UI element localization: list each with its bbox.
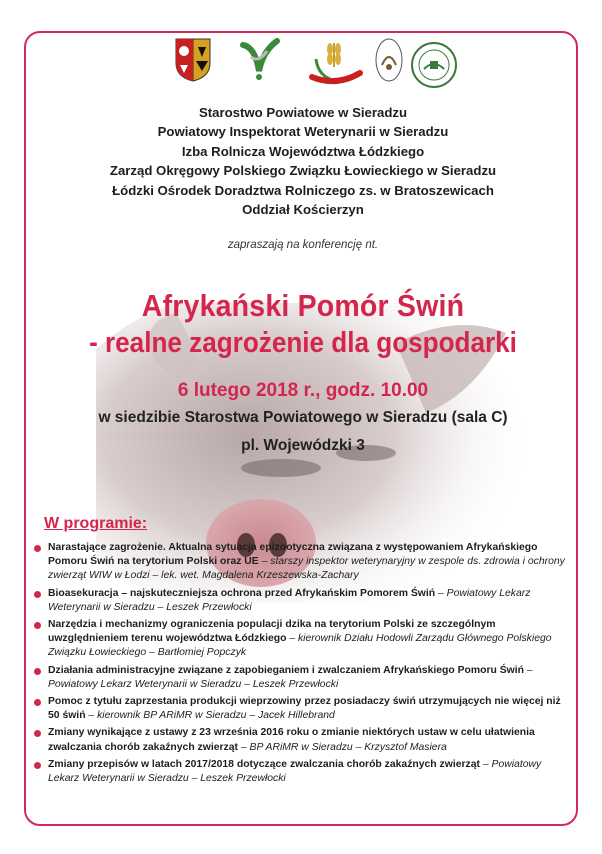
organizers-list xyxy=(26,103,578,219)
event-date: 6 lutego 2018 r., godz. 10.00 xyxy=(177,380,429,401)
program-item xyxy=(32,758,572,786)
program-list xyxy=(32,541,572,789)
poster-frame xyxy=(24,31,578,826)
program-item-speaker: – Powiatowy Lekarz Weterynarii w Sieradzu – Leszek Przewłocki xyxy=(48,587,531,613)
program-item-speaker: – Powiatowy Lekarz Weterynarii w Sieradzu – Leszek Przewłocki xyxy=(48,758,542,785)
invitation-text: zapraszają na konferencję nt. xyxy=(227,239,379,251)
bullet-icon xyxy=(34,591,41,598)
event-title: Afrykański Pomór Świń xyxy=(141,288,465,323)
event-subtitle: - realne zagrożenie dla gospodarki xyxy=(89,327,517,359)
logo-bar xyxy=(26,35,578,107)
program-item-topic: Zmiany przepisów w latach 2017/2018 dotyczące zwalczania chorób zakaźnych zwierząt xyxy=(48,758,480,770)
program-item-topic: Pomoc z tytułu zaprzestania produkcji wieprzowiny przez posiadaczy świń utrzymujących nie więcej niż 50 świń xyxy=(48,696,561,722)
organizer-line: Zarząd Okręgowy Polskiego Związku Łowieckiego w Sieradzu xyxy=(109,163,497,179)
bullet-icon xyxy=(34,545,41,552)
program-item-speaker: – kierownik BP ARiMR w Sieradzu – Jacek Hillebrand xyxy=(85,710,335,722)
program-item-speaker: – Powiatowy Lekarz Weterynarii w Sieradzu – Leszek Przewłocki xyxy=(48,664,533,690)
bullet-icon xyxy=(34,730,41,737)
bullet-icon xyxy=(34,699,41,706)
program-item-speaker: – starszy inspektor weterynaryjny w zespole ds. zdrowia i ochrony zwierząt WIW w Łodzi – lek. wet. Magdalena Krzeszewska-Zachary xyxy=(48,556,565,582)
program-item xyxy=(32,618,572,661)
program-item-topic: Zmiany wynikające z ustawy z 23 września 2016 roku o zmianie niektórych ustaw w celu ułatwienia zwalczania chorób zakaźnych zwierząt xyxy=(48,727,535,753)
event-venue: w siedzibie Starostwa Powiatowego w Sieradzu (sala C) xyxy=(98,409,508,426)
advisory-center-logo-icon xyxy=(410,41,458,89)
organizer-line: Oddział Kościerzyn xyxy=(242,202,364,218)
organizer-line: Izba Rolnicza Województwa Łódzkiego xyxy=(181,143,425,159)
program-item xyxy=(32,726,572,754)
organizer-line: Łódzki Ośrodek Doradztwa Rolniczego zs. w Bratoszewicach xyxy=(112,182,494,198)
program-item xyxy=(32,695,572,723)
coat-of-arms-icon xyxy=(174,37,212,83)
organizer-line: Starostwo Powiatowe w Sieradzu xyxy=(198,105,408,120)
program-item-topic: Bioasekuracja – najskuteczniejsza ochrona przed Afrykańskim Pomorem Świń xyxy=(48,587,436,599)
veterinary-logo-icon xyxy=(237,37,281,83)
program-item-topic: Działania administracyjne związane z zapobieganiem i zwalczaniem Afrykańskiego Pomoru Świń xyxy=(48,664,524,676)
program-item-topic: Narastające zagrożenie. Aktualna sytuacja epizootyczna związana z występowaniem Afrykańskiego Pomoru Świń na terytorium Polski oraz UE xyxy=(48,542,538,568)
event-address: pl. Wojewódzki 3 xyxy=(241,437,365,454)
program-item-speaker: – BP ARiMR w Sieradzu – Krzysztof Masiera xyxy=(237,741,447,753)
program-item xyxy=(32,587,572,615)
hunting-association-logo-icon xyxy=(374,37,404,83)
program-item xyxy=(32,541,572,584)
bullet-icon xyxy=(34,668,41,675)
program-item-topic: Narzędzia i mechanizmy ograniczenia populacji dzika na terytorium Polski ze szczególnym uwzględnieniem terenu województwa Łódzkiego xyxy=(48,619,496,645)
program-heading: W programie: xyxy=(44,515,148,532)
bullet-icon xyxy=(34,622,41,629)
wheat-chamber-logo-icon xyxy=(308,37,364,89)
program-item xyxy=(32,664,572,692)
program-item-speaker: – kierownik Działu Hodowli Zarządu Głównego Polskiego Związku Łowieckiego – Bartłomiej Popczyk xyxy=(48,633,552,659)
organizer-line: Powiatowy Inspektorat Weterynarii w Sieradzu xyxy=(157,124,449,140)
bullet-icon xyxy=(34,762,41,769)
